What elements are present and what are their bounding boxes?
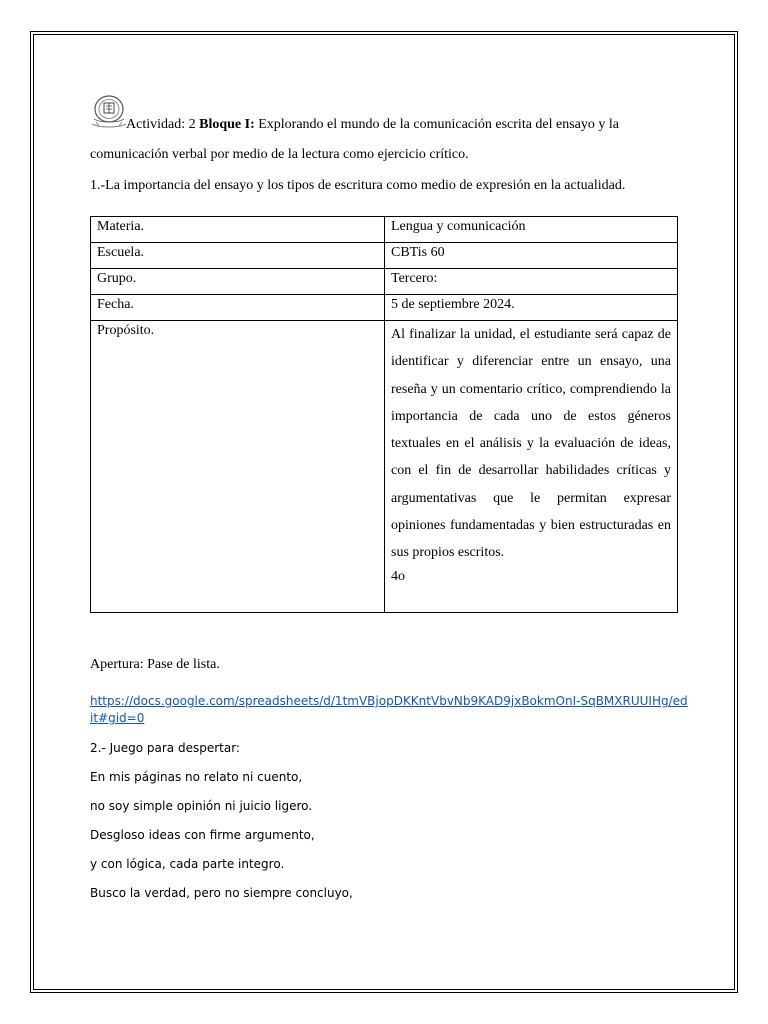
activity-heading <box>90 110 678 170</box>
poem-line: Busco la verdad, pero no siempre concluyo, <box>90 886 353 900</box>
table-row <box>91 295 678 321</box>
item-2-heading: 2.- Juego para despertar: <box>90 741 240 755</box>
table-value-cell: CBTis 60 <box>385 243 678 269</box>
heading-line2: comunicación verbal por medio de la lectura como ejercicio crítico. <box>90 147 469 162</box>
heading-bold: Bloque I: <box>199 117 255 132</box>
poem-line: Desgloso ideas con firme argumento, <box>90 828 315 842</box>
poem-line: En mis páginas no relato ni cuento, <box>90 770 303 784</box>
table-value-cell: 5 de septiembre 2024. <box>385 295 678 321</box>
table-row-purpose <box>91 321 678 613</box>
purpose-label: Propósito. <box>91 321 385 613</box>
poem-line: y con lógica, cada parte integro. <box>90 857 285 871</box>
table-row <box>91 269 678 295</box>
spreadsheet-link[interactable]: https://docs.google.com/spreadsheets/d/1tmVBjopDKKntVbvNb9KAD9jxBokmOnI-SqBMXRUUIHg/edit#gid=0 <box>90 694 688 725</box>
purpose-text: Al finalizar la unidad, el estudiante será capaz de identificar y diferenciar entre un ensayo, una reseña y un comentario crítico, comprendiendo la importancia de cada uno de estos géneros textuales en el análisis y la evaluación de ideas, con el fin de desarrollar habilidades críticas y argumentativas que le permitan expresar opiniones fundamentadas y bien estructuradas en sus propios escritos. <box>391 327 671 561</box>
table-label-cell: Grupo. <box>91 269 385 295</box>
purpose-cell <box>385 321 678 613</box>
heading-prefix: Actividad: 2 <box>126 117 200 132</box>
table-row <box>91 243 678 269</box>
heading-rest: Explorando el mundo de la comunicación escrita del ensayo y la <box>254 117 620 132</box>
apertura-text: Apertura: Pase de lista. <box>90 657 220 672</box>
question-1: 1.-La importancia del ensayo y los tipos de escritura como medio de expresión en la actualidad. <box>90 178 626 193</box>
purpose-extra: 4o <box>391 568 405 584</box>
table-label-cell: Escuela. <box>91 243 385 269</box>
table-value-cell: Tercero: <box>385 269 678 295</box>
table-label-cell: Fecha. <box>91 295 385 321</box>
poem-line: no soy simple opinión ni juicio ligero. <box>90 799 313 813</box>
table-value-cell: Lengua y comunicación <box>385 217 678 243</box>
table-row <box>91 217 678 243</box>
info-table <box>90 216 678 613</box>
table-label-cell: Materia. <box>91 217 385 243</box>
